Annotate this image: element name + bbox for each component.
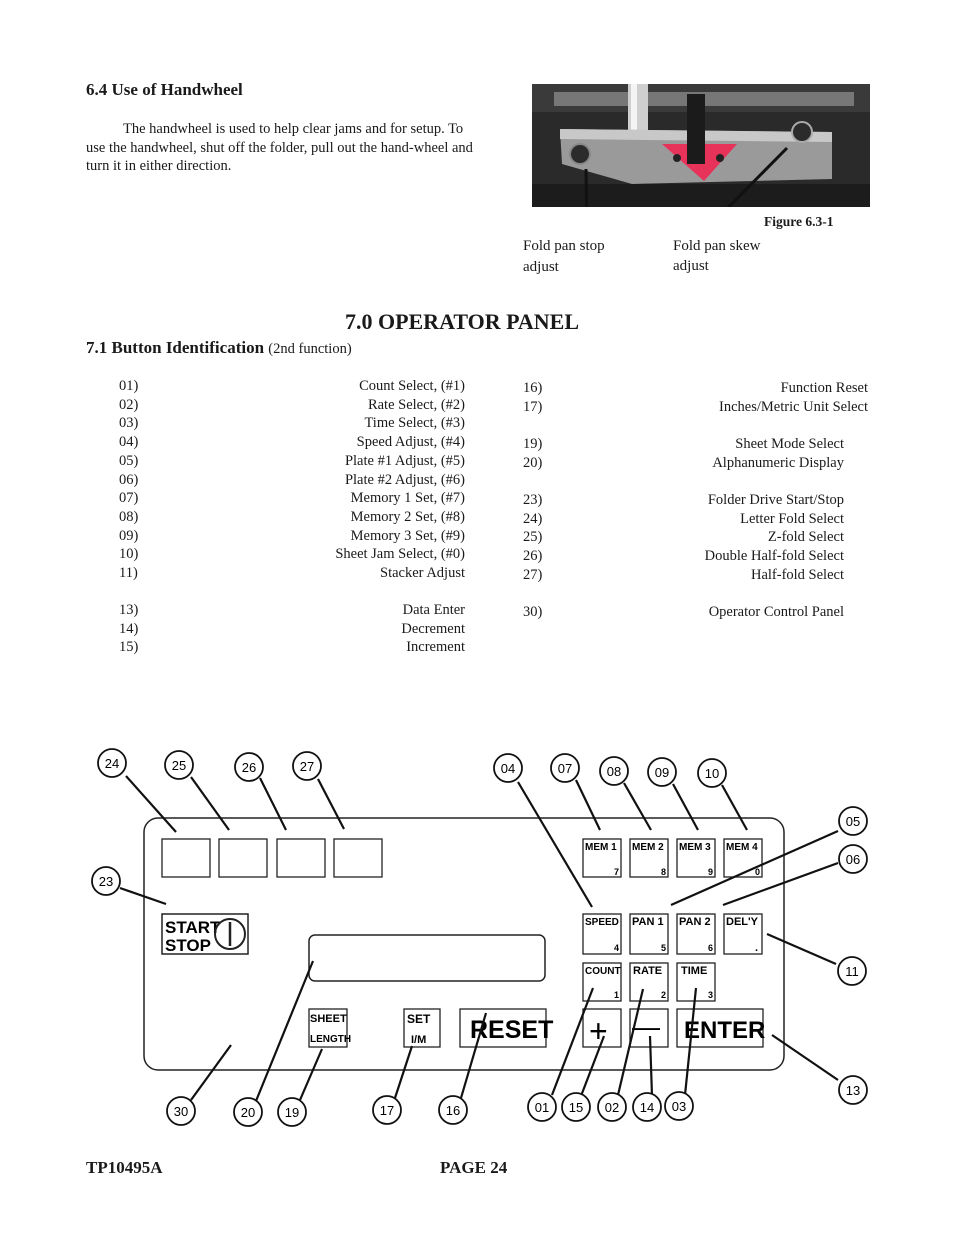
callout-23 [92,867,120,895]
button-identification-title: 7.1 Button Identification [86,338,265,357]
list-item: 30) Operator Control Panel [523,604,844,620]
document-id: TP10495A [86,1158,163,1177]
list-item: 27) Half-fold Select [523,566,844,583]
svg-text:30: 30 [173,1104,189,1119]
list-item: 05) Plate #1 Adjust, (#5) [119,452,465,469]
svg-text:8: 8 [661,867,667,877]
list-item: 10) Sheet Jam Select, (#0) [119,546,465,563]
list-item: 20) Alphanumeric Display [523,454,844,471]
svg-text:RESET: RESET [470,1016,554,1044]
svg-text:ENTER: ENTER [684,1017,766,1044]
letter-fold-button[interactable] [162,839,210,877]
callout-19 [278,1098,306,1126]
list-item: 06) Plate #2 Adjust, (#6) [119,471,465,488]
svg-text:PAN 2: PAN 2 [679,916,711,928]
svg-text:02: 02 [604,1100,620,1115]
speed-key[interactable] [583,914,621,954]
z-fold-button[interactable] [219,839,267,877]
list-item: 13) Data Enter [119,602,465,618]
sheet-length-button[interactable] [309,1009,351,1047]
svg-text:23: 23 [98,874,114,889]
callout-30 [167,1097,195,1125]
svg-text:SET: SET [407,1012,431,1026]
callout-10 [698,759,726,787]
svg-text:MEM 1: MEM 1 [585,842,617,853]
svg-text:3: 3 [708,990,714,1000]
button-list-left [119,377,465,667]
list-item: 04) Speed Adjust, (#4) [119,434,465,451]
svg-text:2: 2 [661,990,667,1000]
section-heading-handwheel: 6.4 Use of Handwheel [86,80,243,99]
callout-06 [839,845,867,873]
pan1-key[interactable] [630,914,668,954]
delivery-key[interactable] [724,914,762,954]
reset-button[interactable] [460,1009,553,1047]
svg-text:16: 16 [445,1103,461,1118]
svg-text:TIME: TIME [681,965,708,977]
svg-text:27: 27 [299,759,315,774]
callout-fold-pan-stop: Fold pan stop adjust [523,238,605,275]
svg-text:24: 24 [104,756,120,771]
svg-text:20: 20 [240,1105,256,1120]
svg-text:LENGTH: LENGTH [310,1034,352,1045]
svg-text:07: 07 [557,761,573,776]
button-identification-subtitle: (2nd function) [268,341,352,357]
svg-text:0: 0 [755,867,761,877]
set-units-button[interactable] [404,1009,440,1047]
svg-text:13: 13 [845,1083,861,1098]
list-item: 08) Memory 2 Set, (#8) [119,508,465,525]
list-item: 26) Double Half-fold Select [523,548,844,565]
callout-26 [235,753,263,781]
list-item: 19) Sheet Mode Select [523,436,844,452]
callout-08 [600,757,628,785]
mem3-key[interactable] [677,839,715,877]
half-fold-button[interactable] [334,839,382,877]
callout-14 [633,1093,661,1121]
callout-04 [494,754,522,782]
callout-07 [551,754,579,782]
callout-27 [293,752,321,780]
fold-pan-photo [532,84,870,207]
svg-text:I/M: I/M [411,1034,427,1046]
callout-24 [98,749,126,777]
list-item: 23) Folder Drive Start/Stop [523,492,844,508]
list-item: 01) Count Select, (#1) [119,378,465,394]
rate-key[interactable] [630,963,668,1001]
svg-text:11: 11 [845,964,859,979]
svg-text:.: . [755,942,759,954]
svg-text:1: 1 [614,990,620,1000]
svg-text:—: — [632,1011,660,1042]
operator-panel-diagram [0,700,954,1140]
list-item: 25) Z-fold Select [523,529,844,546]
callout-02 [598,1093,626,1121]
svg-text:03: 03 [671,1099,687,1114]
svg-text:14: 14 [639,1100,655,1115]
list-item: 07) Memory 1 Set, (#7) [119,490,465,507]
svg-text:DEL'Y: DEL'Y [726,916,758,928]
callout-05 [839,807,867,835]
page-number: PAGE 24 [440,1158,508,1177]
stop-label: STOP [165,936,211,955]
svg-text:19: 19 [284,1105,300,1120]
callout-16 [439,1096,467,1124]
callout-20 [234,1098,262,1126]
list-item: 03) Time Select, (#3) [119,415,465,432]
double-half-fold-button[interactable] [277,839,325,877]
svg-text:9: 9 [708,867,714,877]
svg-text:7: 7 [614,867,620,877]
callout-09 [648,758,676,786]
svg-text:SPEED: SPEED [585,917,619,928]
button-list-right [523,379,868,629]
svg-text:MEM 3: MEM 3 [679,842,711,853]
pan2-key[interactable] [677,914,715,954]
callout-17 [373,1096,401,1124]
svg-text:26: 26 [241,760,257,775]
svg-text:15: 15 [568,1100,584,1115]
list-item: 02) Rate Select, (#2) [119,396,465,413]
svg-text:RATE: RATE [633,965,663,977]
mem1-key[interactable] [583,839,621,877]
list-item: 17) Inches/Metric Unit Select [523,398,868,415]
list-item: 24) Letter Fold Select [523,510,844,527]
mem4-key[interactable] [724,839,762,877]
callout-03 [665,1092,693,1120]
svg-text:06: 06 [845,852,861,867]
svg-text:SHEET: SHEET [310,1013,347,1025]
svg-text:04: 04 [500,761,516,776]
alphanumeric-display [309,935,545,981]
svg-text:MEM 4: MEM 4 [726,842,758,853]
section-heading-button-identification [86,338,352,358]
svg-text:+: + [589,1013,608,1049]
start-label: START [165,918,221,937]
svg-text:MEM 2: MEM 2 [632,842,664,853]
list-item: 09) Memory 3 Set, (#9) [119,527,465,544]
svg-text:25: 25 [171,758,187,773]
svg-text:09: 09 [654,765,670,780]
svg-text:17: 17 [379,1103,395,1118]
list-item: 15) Increment [119,639,465,656]
handwheel-paragraph: The handwheel is used to help clear jams and for setup. To use the handwheel, shut off the folder, pull out the hand-wheel and turn it in either direction. [86,121,473,174]
callout-01 [528,1093,556,1121]
svg-text:08: 08 [606,764,622,779]
count-key[interactable] [583,963,621,1001]
start-stop-button[interactable] [162,914,248,955]
mem2-key[interactable] [630,839,668,877]
svg-text:01: 01 [534,1100,550,1115]
figure-caption: Figure 6.3-1 [764,214,834,229]
svg-text:PAN 1: PAN 1 [632,916,664,928]
callout-fold-pan-skew: Fold pan skew adjust [673,238,761,274]
decrement-button[interactable] [630,1009,668,1047]
callout-11 [838,957,866,985]
list-item: 14) Decrement [119,620,465,637]
list-item: 16) Function Reset [523,380,868,396]
callout-25 [165,751,193,779]
callout-15 [562,1093,590,1121]
svg-text:5: 5 [661,943,667,953]
list-item: 11) Stacker Adjust [119,565,465,581]
svg-text:4: 4 [614,943,620,953]
section-heading-operator-panel: 7.0 OPERATOR PANEL [344,309,580,334]
svg-text:10: 10 [704,766,720,781]
callout-13 [839,1076,867,1104]
svg-text:6: 6 [708,943,714,953]
svg-text:COUNT: COUNT [585,966,621,977]
svg-text:05: 05 [845,814,861,829]
